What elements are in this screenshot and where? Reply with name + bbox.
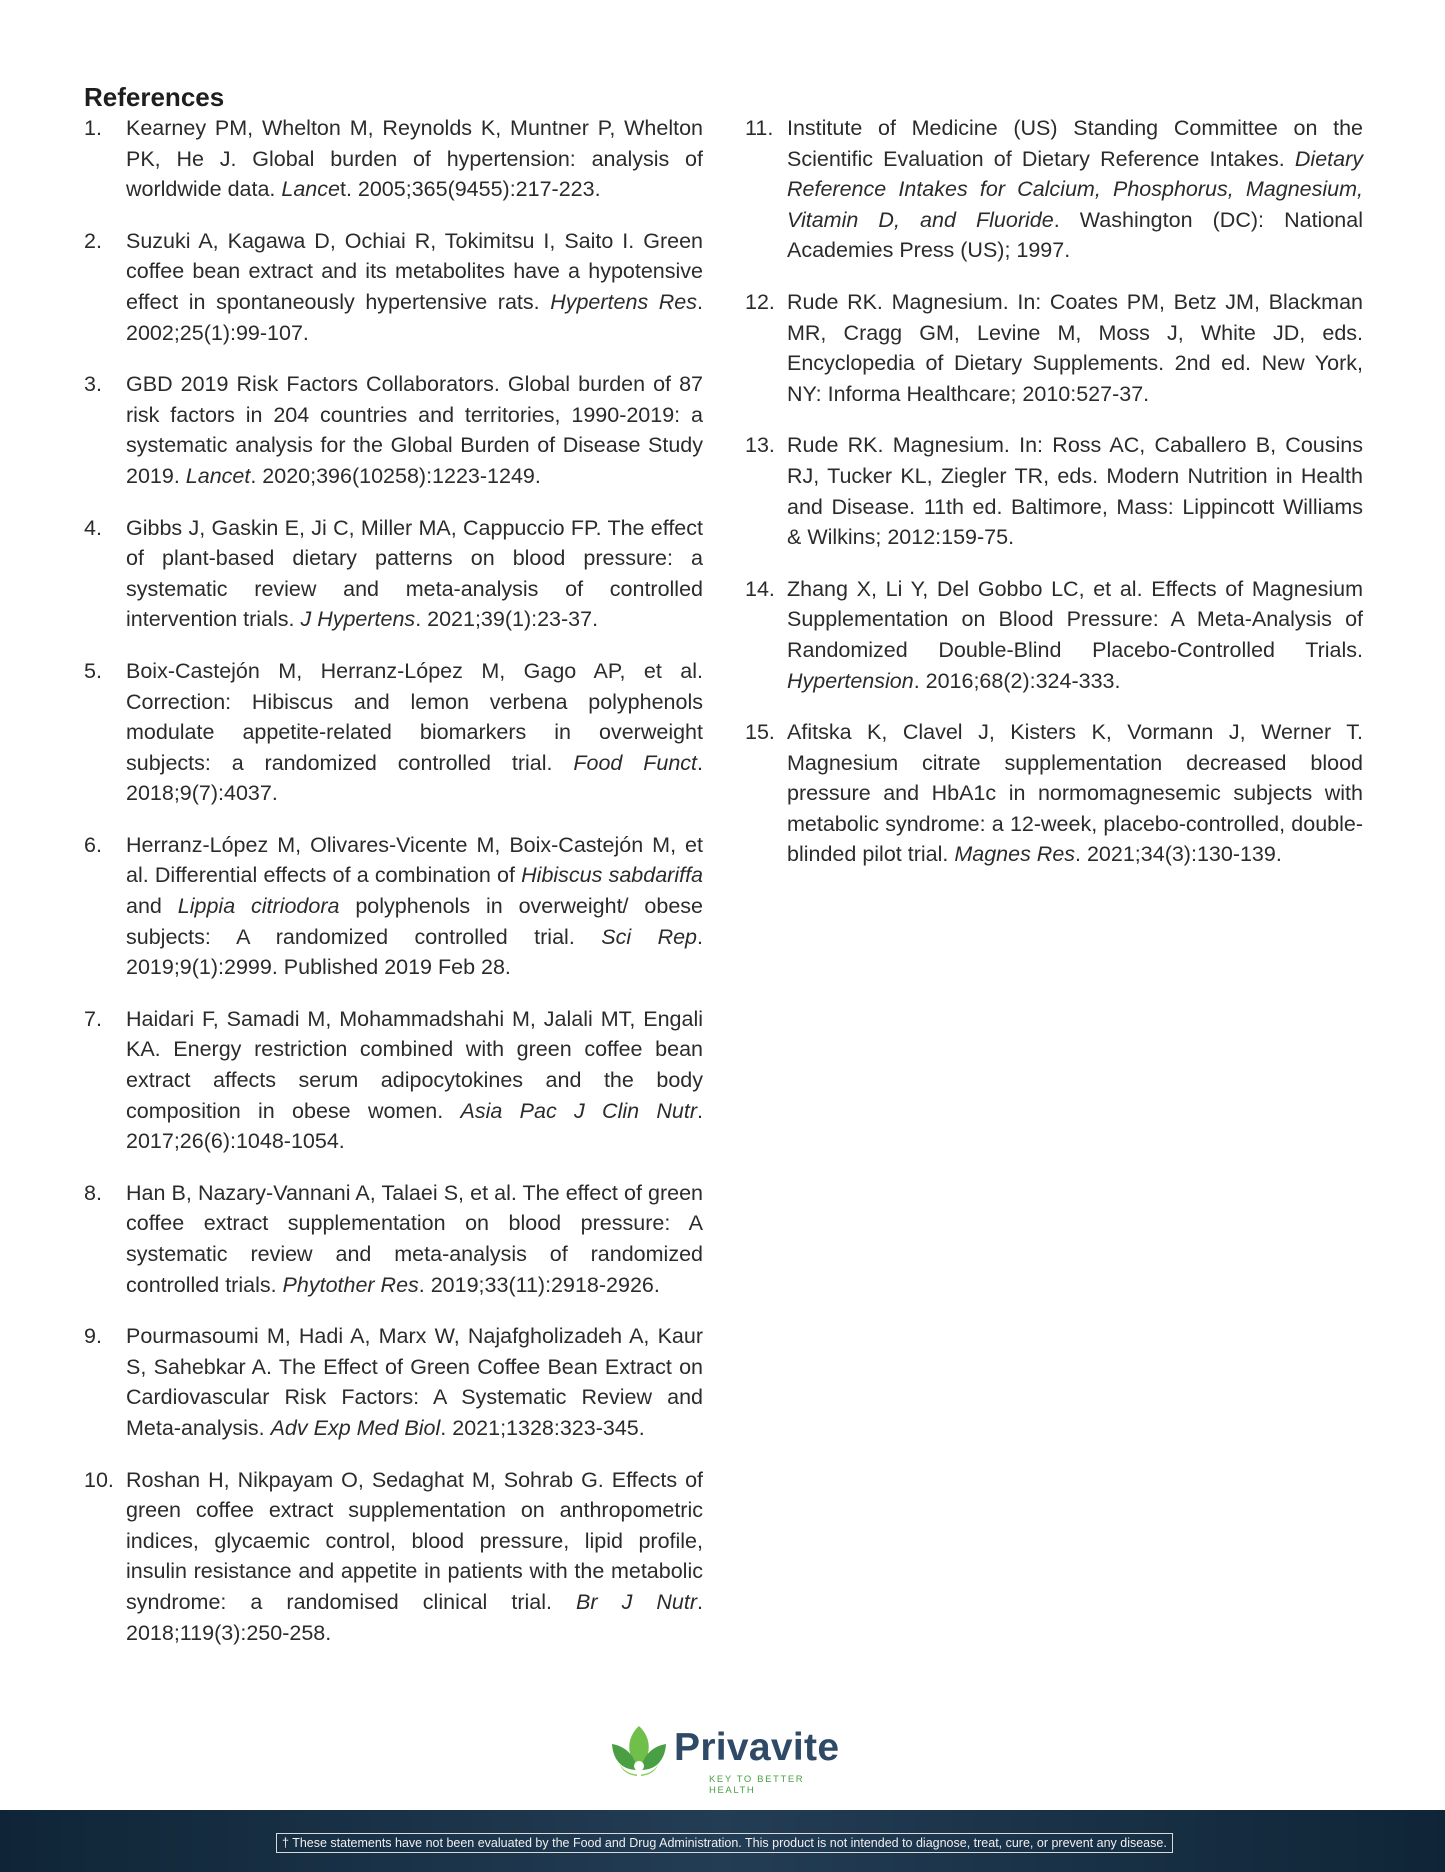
reference-number: 9.: [84, 1324, 102, 1349]
reference-number: 10.: [84, 1467, 114, 1492]
brand-name: Privavite: [674, 1726, 840, 1769]
reference-text: GBD 2019 Risk Factors Collaborators. Global burden of 87 risk factors in 204 countries and territories, 1990-2019: a systematic analysis for the Global Burden of Disease Study 2019. Lancet. 2020;396(10258):1223-1249.: [126, 372, 703, 488]
reference-item: [84, 830, 703, 983]
reference-item: [84, 1004, 703, 1157]
reference-text: Roshan H, Nikpayam O, Sedaghat M, Sohrab G. Effects of green coffee extract supplementation on anthropometric indices, glycaemic control, blood pressure, lipid profile, insulin resistance and appetite in patients with the metabolic syndrome: a randomised clinical trial. Br J Nutr. 2018;119(3):250-258.: [126, 1467, 703, 1645]
reference-number: 2.: [84, 228, 102, 253]
reference-number: 8.: [84, 1180, 102, 1205]
reference-number: 12.: [745, 289, 775, 314]
reference-number: 1.: [84, 116, 102, 140]
fda-disclaimer: † These statements have not been evaluated by the Food and Drug Administration. This product is not intended to diagnose, treat, cure, or prevent any disease.: [276, 1833, 1173, 1853]
reference-item: [84, 369, 703, 491]
reference-item: [84, 113, 703, 205]
reference-text: Kearney PM, Whelton M, Reynolds K, Muntner P, Whelton PK, He J. Global burden of hypertension: analysis of worldwide data. Lancet. 2005;365(9455):217-223.: [126, 116, 703, 202]
reference-number: 7.: [84, 1006, 102, 1031]
references-column-right: [745, 113, 1363, 891]
reference-text: Rude RK. Magnesium. In: Coates PM, Betz JM, Blackman MR, Cragg GM, Levine M, Moss J, White JD, eds. Encyclopedia of Dietary Supplements. 2nd ed. New York, NY: Informa Healthcare; 2010:527-37.: [787, 289, 1363, 406]
reference-text: Zhang X, Li Y, Del Gobbo LC, et al. Effects of Magnesium Supplementation on Blood Pressure: A Meta-Analysis of Randomized Double-Blind Placebo-Controlled Trials. Hypertension. 2016;68(2):324-333.: [787, 576, 1363, 693]
reference-item: [84, 1465, 703, 1649]
reference-text: Rude RK. Magnesium. In: Ross AC, Caballero B, Cousins RJ, Tucker KL, Ziegler TR, eds. Modern Nutrition in Health and Disease. 11th ed. Baltimore, Mass: Lippincott Williams & Wilkins; 2012:159-75.: [787, 433, 1363, 550]
reference-text: Boix-Castejón M, Herranz-López M, Gago AP, et al. Correction: Hibiscus and lemon verbena polyphenols modulate appetite-related biomarkers in overweight subjects: a randomized controlled trial. Food Funct. 2018;9(7):4037.: [126, 658, 703, 806]
reference-item: [84, 1321, 703, 1443]
reference-number: 6.: [84, 832, 102, 857]
reference-number: 11.: [745, 116, 774, 140]
green-leaf-keyhole-icon: [610, 1724, 668, 1790]
reference-item: [84, 656, 703, 809]
brand-tagline: KEY TO BETTER HEALTH: [709, 1774, 805, 1796]
reference-item: [745, 574, 1363, 696]
reference-number: 5.: [84, 658, 102, 683]
reference-item: [745, 113, 1363, 266]
reference-item: [745, 717, 1363, 870]
reference-number: 4.: [84, 515, 102, 540]
reference-text: Suzuki A, Kagawa D, Ochiai R, Tokimitsu I, Saito I. Green coffee bean extract and its metabolites have a hypotensive effect in spontaneously hypertensive rats. Hypertens Res. 2002;25(1):99-107.: [126, 228, 703, 345]
reference-number: 3.: [84, 372, 102, 397]
references-column-left: [84, 113, 703, 1669]
reference-text: Gibbs J, Gaskin E, Ji C, Miller MA, Cappuccio FP. The effect of plant-based dietary patterns on blood pressure: a systematic review and meta-analysis of controlled intervention trials. J Hypertens. 2021;39(1):23-37.: [126, 515, 703, 632]
reference-number: 15.: [745, 720, 775, 745]
reference-number: 14.: [745, 576, 775, 601]
reference-item: [84, 226, 703, 348]
reference-item: [745, 430, 1363, 552]
brand-logo: [610, 1724, 840, 1796]
reference-item: [84, 1178, 703, 1300]
reference-text: Herranz-López M, Olivares-Vicente M, Boix-Castejón M, et al. Differential effects of a combination of Hibiscus sabdariffa and Lippia citriodora polyphenols in overweight/ obese subjects: A randomized controlled trial. Sci Rep. 2019;9(1):2999. Published 2019 Feb 28.: [126, 832, 703, 980]
reference-text: Haidari F, Samadi M, Mohammadshahi M, Jalali MT, Engali KA. Energy restriction combined with green coffee bean extract affects serum adipocytokines and the body composition in obese women. Asia Pac J Clin Nutr. 2017;26(6):1048-1054.: [126, 1006, 703, 1154]
reference-text: Han B, Nazary-Vannani A, Talaei S, et al. The effect of green coffee extract supplementation on blood pressure: A systematic review and meta-analysis of randomized controlled trials. Phytother Res. 2019;33(11):2918-2926.: [126, 1180, 703, 1297]
reference-text: Institute of Medicine (US) Standing Committee on the Scientific Evaluation of Dietary Reference Intakes. Dietary Reference Intakes for Calcium, Phosphorus, Magnesium, Vitamin D, and Fluoride. Washington (DC): National Academies Press (US); 1997.: [787, 116, 1363, 263]
reference-text: Afitska K, Clavel J, Kisters K, Vormann J, Werner T. Magnesium citrate supplementation decreased blood pressure and HbA1c in normomagnesemic subjects with metabolic syndrome: a 12-week, placebo-controlled, double-blinded pilot trial. Magnes Res. 2021;34(3):130-139.: [787, 720, 1363, 867]
reference-text: Pourmasoumi M, Hadi A, Marx W, Najafgholizadeh A, Kaur S, Sahebkar A. The Effect of Green Coffee Bean Extract on Cardiovascular Risk Factors: A Systematic Review and Meta-analysis. Adv Exp Med Biol. 2021;1328:323-345.: [126, 1324, 703, 1440]
reference-item: [745, 287, 1363, 409]
reference-item: [84, 513, 703, 635]
reference-number: 13.: [745, 433, 775, 458]
page-title: References: [84, 82, 225, 112]
